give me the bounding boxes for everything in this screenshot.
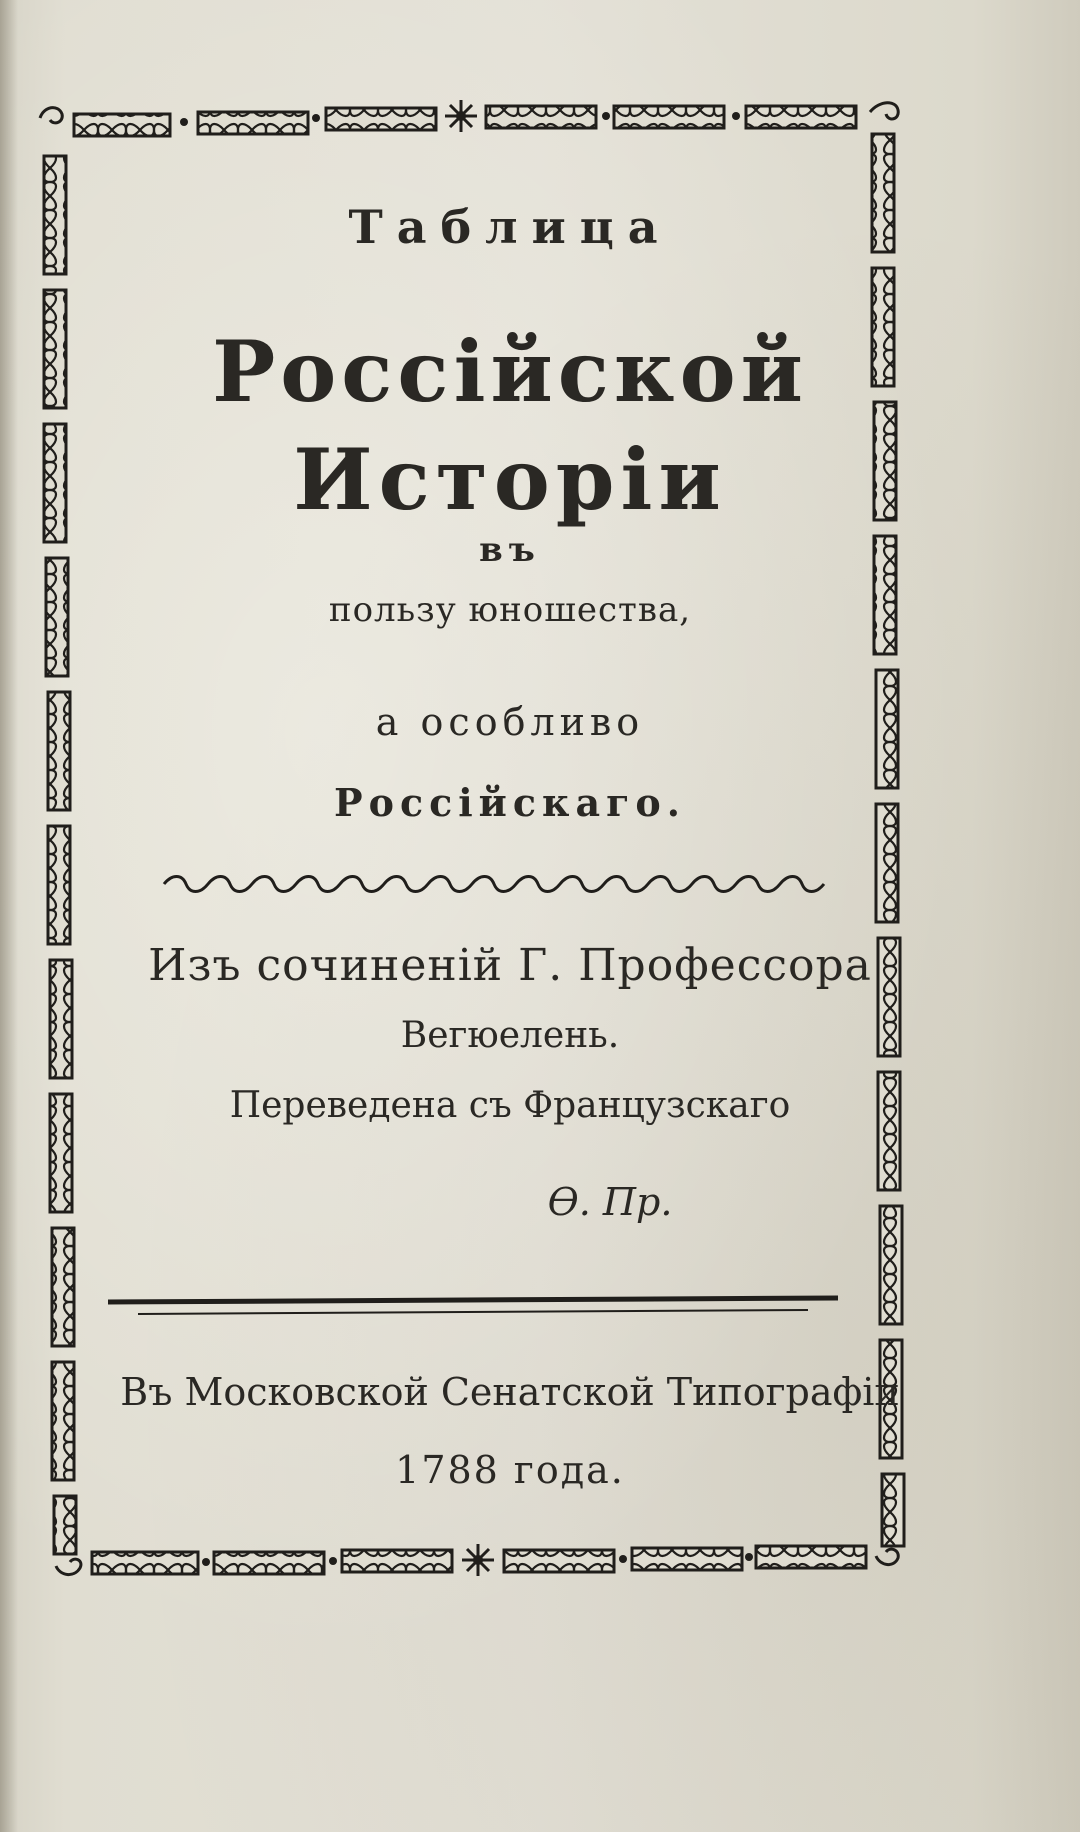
title-line-tablitsa: Таблица bbox=[348, 200, 672, 254]
translator-initials: Ѳ. Пр. bbox=[547, 1180, 673, 1224]
author-name: Вегюелень. bbox=[400, 1015, 620, 1056]
title-line-istorii: Исторiи bbox=[293, 430, 727, 529]
author-line-source: Изъ сочиненiй Г. Профессора bbox=[148, 940, 872, 991]
title-line-osoblivo: а особливо bbox=[375, 700, 645, 744]
translator-initials-row bbox=[0, 1180, 1080, 1224]
imprint-year: 1788 года. bbox=[395, 1448, 625, 1492]
frame-bottom-border bbox=[56, 1544, 898, 1576]
title-line-polzu: пользу юношества, bbox=[328, 590, 692, 630]
wave-divider bbox=[164, 877, 824, 892]
translation-note: Переведена съ Французскаго bbox=[229, 1085, 791, 1126]
flower-ornament-top bbox=[445, 100, 477, 132]
title-line-v: въ bbox=[479, 530, 541, 570]
flower-ornament-bottom bbox=[462, 1544, 494, 1576]
double-rule bbox=[108, 1298, 838, 1314]
imprint-printer: Въ Московской Сенатской Типографiи bbox=[120, 1370, 900, 1414]
title-line-rossiyskoy: Россiйской bbox=[212, 322, 808, 421]
title-line-rossiyskago: Россiйскаго. bbox=[334, 780, 686, 825]
frame-top-border bbox=[40, 100, 898, 136]
